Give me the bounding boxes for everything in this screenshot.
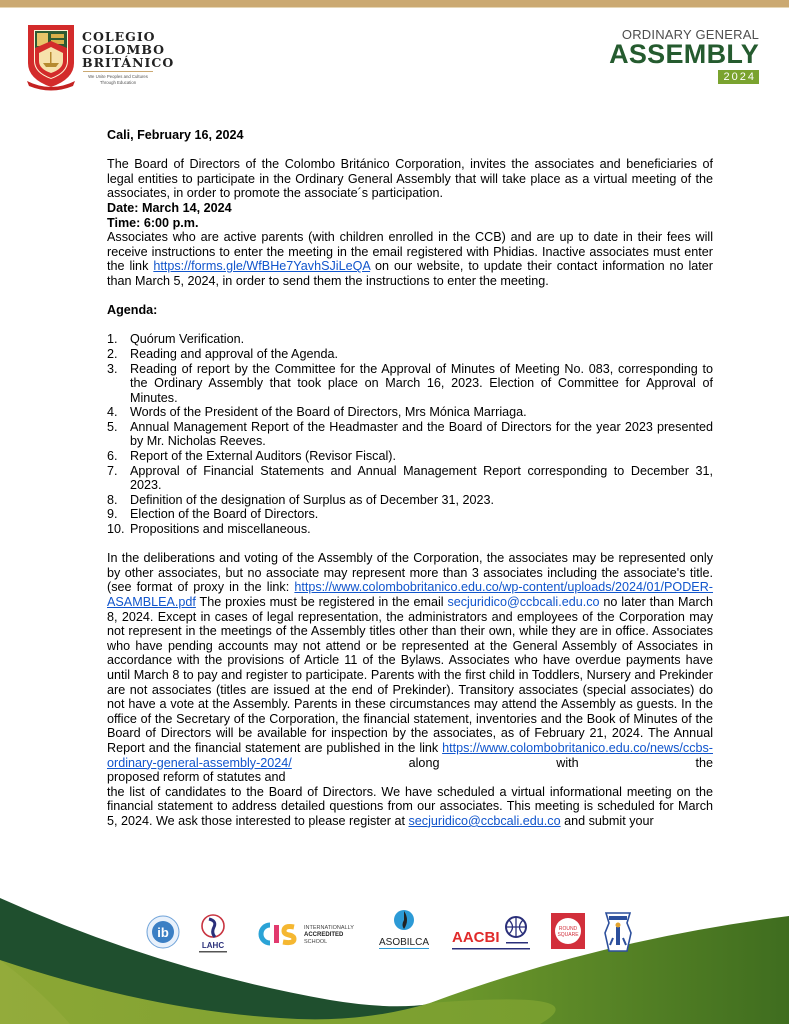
assembly-kicker: ORDINARY GENERAL xyxy=(621,27,759,42)
school-name xyxy=(82,30,174,69)
instructions-text-1: Associates who are active parents (with children enrolled in the CCB) and are up to date in their fees will receive instructions to enter the meeting in the email registered with Phidias. Inactive associates must enter the link xyxy=(107,230,713,274)
agenda-item: 1. Quórum Verification. xyxy=(107,332,245,347)
top-accent-bar xyxy=(0,0,789,8)
agenda-item: 8. Definition of the designation of Surplus as of December 31, 2023. xyxy=(107,492,495,507)
intro-paragraph: The Board of Directors of the Colombo Británico Corporation, invites the associates and beneficiaries of legal entities to participate in the Ordinary General Assembly that will take place as a virtual meeting of the associates, in order to promote the associate´s participation. xyxy=(107,157,713,201)
register-email-link[interactable]: secjuridico@ccbcali.edu.co xyxy=(408,813,561,828)
assembly-logo xyxy=(609,28,759,85)
agenda-item: 4. Words of the President of the Board of Directors, Mrs Mónica Marriaga. xyxy=(107,405,527,420)
svg-text:INTERNATIONALLY: INTERNATIONALLY xyxy=(304,925,354,931)
assembly-title: ASSEMBLY xyxy=(609,39,759,69)
forms-link[interactable]: https://forms.gle/WfBHe7YavhSJiLeQA xyxy=(153,259,371,274)
asobilca-logo-icon xyxy=(376,909,432,955)
school-tagline: We Unite Peoples and Cultures Through Education xyxy=(88,74,148,85)
agenda-item: 6. Report of the External Auditors (Revisor Fiscal). xyxy=(107,449,396,464)
svg-text:ACCREDITED: ACCREDITED xyxy=(304,932,344,938)
agenda-item: 5. Annual Management Report of the Headmaster and the Board of Directors for the year 2023 presented by Mr. Nicholas Reeves. xyxy=(107,419,713,449)
agenda-list xyxy=(107,332,713,536)
annual-report-link[interactable]: https://www.colombobritanico.edu.co/news/ccbs-ordinary-general-assembly-2024/ xyxy=(107,740,713,770)
instructions-text-2: on our website, to update their contact information no later than March 5, 2024, in order to send them the instructions to enter the meeting. xyxy=(107,259,713,288)
aacbi-logo-icon xyxy=(450,910,534,954)
assembly-year-badge: 2024 xyxy=(718,70,759,84)
round-square-logo-icon xyxy=(551,913,585,949)
svg-text:SQUARE: SQUARE xyxy=(557,932,579,938)
school-logo xyxy=(25,23,175,93)
school-name-line-1: COLEGIO xyxy=(82,29,156,44)
school-divider xyxy=(83,71,153,72)
lahc-logo-text: LAHC xyxy=(201,941,225,950)
national-honor-society-logo-icon xyxy=(603,911,633,953)
school-crest-shield-icon xyxy=(25,23,77,91)
agenda-title: Agenda: xyxy=(107,303,158,318)
ib-logo-icon xyxy=(146,914,180,950)
proxy-paragraph: In the deliberations and voting of the Assembly of the Corporation, the associates may be represented only by other associates, but no associate may represent more than 3 associates including the associate's title. (see format of proxy in the link: https://www.colombobritanico.edu.co/wp-content/uploads/2024/01/PODER-ASAMBLEA.pdf The proxies must be registered in the email secjuridico@ccbcali.edu.co no later than March 8, 2024. Except in cases of legal representation, the administrators and employees of the Corporation may not represent in the meetings of the Assembly titles other than their own, while they are in office. Associates who have pending accounts may not attend or be represented at the General Assembly of Associates in accordance with the provisions of Article 11 of the Bylaws. Associates who have overdue payments have until March 8 to pay and register to participate. Parents with the first child in Toddlers, Nursery and Prekinder are not associates (titles are issued at the end of Prekinder). Transitory associates (special associates) do not have a vote at the Assembly. Parents in these circumstances may attend the Assembly as guests. In the office of the Secretary of the Corporation, the financial statement, inventories and the Book of Minutes of the Board of Directors will be available for inspection by the associates, as of February 21, 2024. The Annual Report and the financial statement are published in the link https://www.colombobritanico.edu.co/news/ccbs-ordinary-general-assembly-2024/ along with the xyxy=(107,551,714,770)
proxy-email[interactable]: secjuridico@ccbcali.edu.co xyxy=(447,595,600,609)
svg-text:ASOBILCA: ASOBILCA xyxy=(378,937,430,948)
svg-text:ROUND: ROUND xyxy=(558,926,578,932)
agenda-item: 10. Propositions and miscellaneous. xyxy=(107,522,311,537)
agenda-item: 9. Election of the Board of Directors. xyxy=(107,507,319,522)
svg-text:SCHOOL: SCHOOL xyxy=(304,939,328,945)
agenda-item: 2. Reading and approval of the Agenda. xyxy=(107,346,338,361)
lahc-logo-icon xyxy=(193,911,233,955)
ib-logo-text: ib xyxy=(157,925,169,940)
instructions-paragraph xyxy=(107,230,713,288)
partner-logos xyxy=(0,909,789,969)
reform-line: proposed reform of statutes and xyxy=(107,770,286,785)
school-name-line-3: BRITÁNICO xyxy=(82,55,175,70)
letter-date: Cali, February 16, 2024 xyxy=(107,128,244,142)
proxy-format-link[interactable]: https://www.colombobritanico.edu.co/wp-content/uploads/2024/01/PODER-ASAMBLEA.pdf xyxy=(107,580,713,609)
agenda-item: 7. Approval of Financial Statements and Annual Management Report corresponding to December 31, 2023. xyxy=(107,463,713,493)
agenda-item: 3. Reading of report by the Committee for the Approval of Minutes of Meeting No. 083, corresponding to the Ordinary Assembly that took place on March 16, 2023. Election of Committee for Approval of Minutes. xyxy=(107,361,713,405)
school-name-line-2: COLOMBO xyxy=(82,42,166,57)
closing-paragraph: the list of candidates to the Board of Directors. We have scheduled a virtual informational meeting on the financial statement to address detailed questions from our associates. This meeting is scheduled for March 5, 2024. We ask those interested to please register at secjuridico@ccbcali.edu.co and submit your xyxy=(107,784,713,828)
meeting-date: Date: March 14, 2024 xyxy=(107,200,232,215)
meeting-time: Time: 6:00 p.m. xyxy=(107,215,199,230)
cis-logo-icon xyxy=(256,919,360,949)
footer xyxy=(0,850,789,1024)
letter-body xyxy=(107,128,713,829)
svg-text:AACBI: AACBI xyxy=(452,929,500,946)
